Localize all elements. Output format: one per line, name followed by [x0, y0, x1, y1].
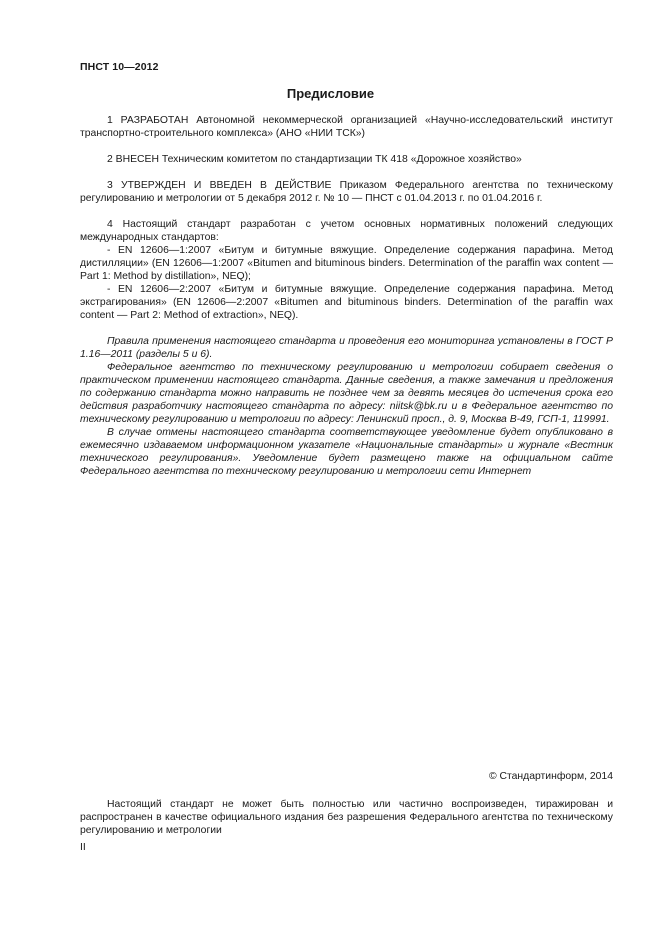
section-4-item-2: - EN 12606—2:2007 «Битум и битумные вяжущие. Определение содержания парафина. Метод экстрагирования» (EN 12606—2:2007 «Bitumen and bituminous binders. Determination of the paraffin wax content — Part 2: Method of extraction», NEQ). — [80, 284, 613, 321]
copyright: © Стандартинформ, 2014 — [488, 771, 613, 782]
section-4-intro: 4 Настоящий стандарт разработан с учетом основных нормативных положений следующих международных стандартов: — [80, 219, 613, 243]
page-number: II — [80, 842, 86, 853]
note-cancellation: В случае отмены настоящего стандарта соответствующее уведомление будет опубликовано в ежемесячно издаваемом информационном указателе «Национальные стандарты» и журнале «Вестник технического регулирования». Уведомление будет размещено также на официальном сайте Федерального агентства по техническому регулированию и метрологии сети Интернет — [80, 427, 613, 477]
section-1: 1 РАЗРАБОТАН Автономной некоммерческой организацией «Научно-исследовательский институт транспортно-строительного комплекса» (АНО «НИИ ТСК») — [80, 115, 613, 139]
document-code: ПНСТ 10—2012 — [80, 61, 159, 73]
section-3: 3 УТВЕРЖДЕН И ВВЕДЕН В ДЕЙСТВИЕ Приказом Федерального агентства по техническому регулированию и метрологии от 5 декабря 2012 г. № 10 — ПНСТ с 01.04.2013 г. по 01.04.2016 г. — [80, 180, 613, 204]
note-feedback: Федеральное агентство по техническому регулированию и метрологии собирает сведения о практическом применении настоящего стандарта. Данные сведения, а также замечания и предложения по содержанию стандарта можно направить не позднее чем за девять месяцев до истечения срока его действия разработчику настоящего стандарта по адресу: niitsk@bk.ru и в Федеральное агентство по техническому регулированию и метрологии по адресу: Ленинский просп., д. 9, Москва В-49, ГСП-1, 119991. — [80, 362, 613, 425]
notes-block — [80, 335, 613, 478]
note-application-rules: Правила применения настоящего стандарта и проведения его мониторинга установлены в ГОСТ Р 1.16—2011 (разделы 5 и 6). — [80, 336, 613, 360]
section-2: 2 ВНЕСЕН Техническим комитетом по стандартизации ТК 418 «Дорожное хозяйство» — [107, 154, 522, 165]
preface-content — [80, 114, 613, 478]
page-title: Предисловие — [286, 86, 375, 101]
reproduction-notice: Настоящий стандарт не может быть полностью или частично воспроизведен, тиражирован и распространен в качестве официального издания без разрешения Федерального агентства по техническому регулированию и метрологии — [80, 799, 613, 836]
section-4-item-1: - EN 12606—1:2007 «Битум и битумные вяжущие. Определение содержания парафина. Метод дистилляции» (EN 12606—1:2007 «Bitumen and bituminous binders. Determination of the paraffin wax content — Part 1: Method by distillation», NEQ); — [80, 245, 613, 282]
